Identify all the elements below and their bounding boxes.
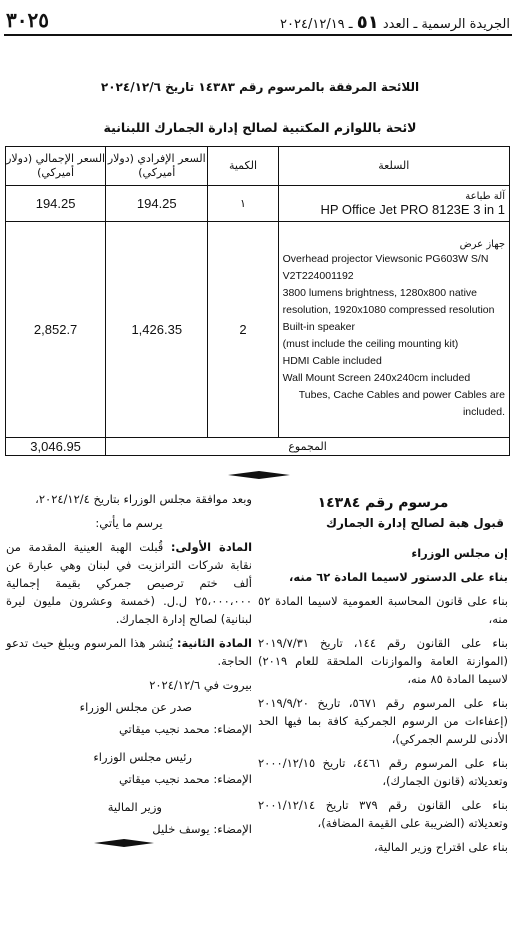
basis-item: بناء على المرسوم رقم ٤٤٦١، تاريخ ٢٠٠٠/١٢/١٥ وتعديلاته (قانون الجمارك)، bbox=[258, 756, 508, 788]
basis-item: بناء على اقتراح وزير المالية، bbox=[374, 840, 508, 854]
decree-subtitle: قبول هبة لصالح إدارة الجمارك bbox=[326, 516, 504, 530]
unit-price-cell: 1,426.35 bbox=[106, 222, 208, 438]
item-line: (must include the ceiling mounting kit) bbox=[282, 338, 459, 350]
gazette-name: الجريدة الرسمية ـ العدد bbox=[382, 17, 510, 32]
item-label: آلة طباعة bbox=[465, 190, 505, 202]
council-line: إن مجلس الوزراء bbox=[411, 546, 508, 560]
signature-2: الإمضاء: محمد نجيب ميقاتي bbox=[118, 772, 252, 786]
table-header-row bbox=[6, 147, 510, 186]
item-line: Built-in speaker bbox=[282, 321, 355, 333]
item-line: Tubes, Cache Cables and power Cables are included. bbox=[298, 389, 505, 418]
decree-title: مرسوم رقم ١٤٣٨٤ bbox=[317, 495, 449, 511]
item-line: HDMI Cable included bbox=[282, 355, 382, 367]
item-line: Wall Mount Screen 240x240cm included bbox=[282, 372, 471, 384]
header-unit-price: السعر الإفرادي (دولار أميركي) bbox=[106, 147, 208, 186]
issue-date: ـ ٢٠٢٤/١٢/١٩ bbox=[280, 17, 353, 32]
table-row bbox=[6, 222, 510, 438]
page-number: ٣٠٢٥ bbox=[6, 8, 49, 32]
basis-item: بناء على المرسوم رقم ٥٦٧١، تاريخ ٢٠١٩/٩/٢٠ (إعفاءات من الرسوم الجمركية كافة بما فيها الحد الأدنى للرسم الجمركي)، bbox=[258, 696, 508, 746]
qty-cell: ١ bbox=[208, 186, 278, 222]
header-qty: الكمية bbox=[208, 147, 278, 186]
list-title: لائحة باللوازم المكتبية لصالح إدارة الجمارك اللبنانية bbox=[103, 120, 417, 135]
item-cell bbox=[278, 222, 509, 438]
article-1 bbox=[6, 538, 252, 628]
fm-title: وزير المالية bbox=[107, 800, 162, 814]
article-2 bbox=[6, 634, 252, 670]
sum-row bbox=[6, 438, 510, 456]
table-row bbox=[6, 186, 510, 222]
basis-item: بناء على الدستور لاسيما المادة ٦٢ منه، bbox=[289, 570, 508, 584]
gazette-title bbox=[280, 12, 510, 33]
total-price-cell: 194.25 bbox=[6, 186, 106, 222]
approval-line: وبعد موافقة مجلس الوزراء بتاريخ ٢٠٢٤/١٢/٤، bbox=[35, 492, 252, 506]
annex-title: اللائحة المرفقة بالمرسوم رقم ١٤٣٨٣ تاريخ ٢٠٢٤/١٢/٦ bbox=[100, 80, 420, 94]
end-divider bbox=[94, 839, 154, 847]
item-cell bbox=[278, 186, 509, 222]
signature-3: الإمضاء: يوسف خليل bbox=[152, 822, 252, 836]
basis-item: بناء على القانون رقم ٣٧٩ تاريخ ٢٠٠١/١٢/١٤ وتعديلاته (الضريبة على القيمة المضافة)، bbox=[258, 798, 508, 830]
sum-value: 3,046.95 bbox=[6, 438, 106, 456]
issued-by: صدر عن مجلس الوزراء bbox=[79, 700, 192, 714]
basis-item: بناء على القانون رقم ١٤٤، تاريخ ٢٠١٩/٧/٣١ (الموازنة العامة والموازنات الملحقة للعام ٢٠١٩) لاسيما المادة ٨٥ منه، bbox=[258, 636, 508, 686]
item-label: جهاز عرض bbox=[459, 239, 505, 250]
sum-label: المجموع bbox=[106, 438, 510, 456]
header-total-price: السعر الإجمالي (دولار أميركي) bbox=[6, 147, 106, 186]
section-divider bbox=[228, 471, 290, 479]
item-line: Overhead projector Viewsonic PG603W S/N V2T224001192 bbox=[282, 253, 489, 282]
place-date: بيروت في ٢٠٢٤/١٢/٦ bbox=[149, 678, 252, 692]
article-1-label: المادة الأولى: bbox=[170, 540, 253, 554]
article-2-label: المادة الثانية: bbox=[176, 636, 252, 650]
decree-preamble bbox=[258, 490, 508, 862]
page-header bbox=[0, 6, 516, 32]
issue-number: ٥١ bbox=[356, 12, 379, 33]
signature-1: الإمضاء: محمد نجيب ميقاتي bbox=[118, 722, 252, 736]
header-item: السلعة bbox=[278, 147, 509, 186]
decrees-line: يرسم ما يأتي: bbox=[95, 516, 163, 530]
item-model: HP Office Jet PRO 8123E 3 in 1 bbox=[320, 201, 505, 217]
article-1-text: قُبلت الهبة العينية المقدمة من نقابة شركات الترانزيت في لبنان وهي عبارة عن ألف ختم ترصيص جمركي بقيمة إجمالية ٢٥،٠٠٠،٠٠٠ ل.ل. (خمسة وعشرون مليون ليرة لبنانية) لصالح إدارة الجمارك. bbox=[6, 540, 252, 626]
article-2-text: يُنشر هذا المرسوم ويبلغ حيث تدعو الحاجة. bbox=[6, 636, 252, 668]
items-table bbox=[5, 146, 510, 456]
header-rule bbox=[4, 34, 512, 36]
item-description bbox=[279, 238, 509, 421]
pm-title: رئيس مجلس الوزراء bbox=[93, 750, 192, 764]
item-line: 3800 lumens brightness, 1280x800 native resolution, 1920x1080 compressed resolution bbox=[282, 287, 495, 316]
unit-price-cell: 194.25 bbox=[106, 186, 208, 222]
total-price-cell: 2,852.7 bbox=[6, 222, 106, 438]
basis-item: بناء على قانون المحاسبة العمومية لاسيما المادة ٥٢ منه، bbox=[258, 594, 508, 626]
qty-cell: 2 bbox=[208, 222, 278, 438]
decree-body bbox=[6, 490, 252, 842]
